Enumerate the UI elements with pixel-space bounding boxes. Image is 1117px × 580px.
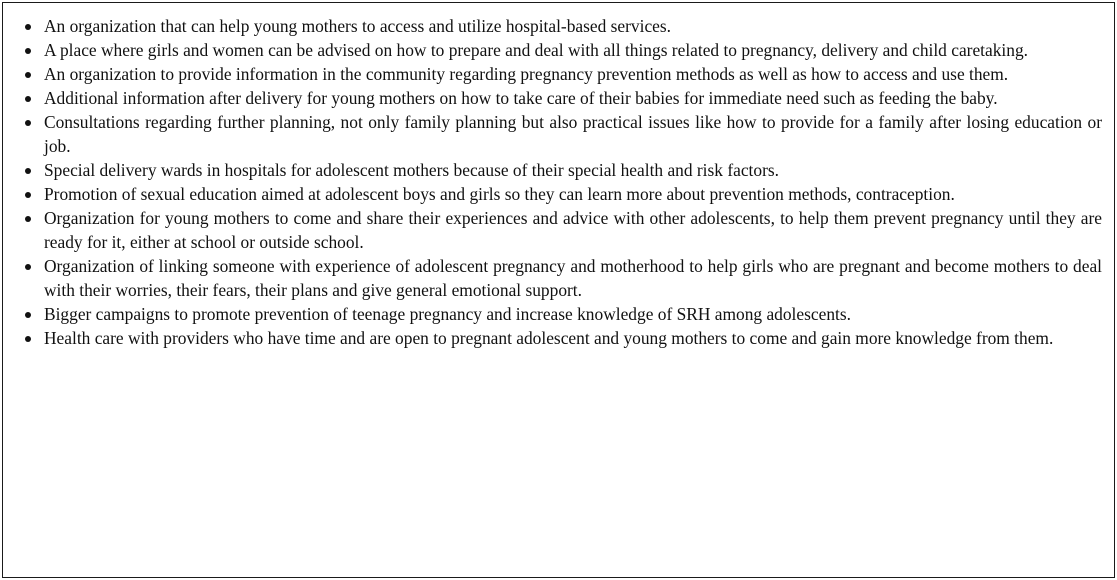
bullet-icon <box>25 72 31 78</box>
list-item <box>25 158 1102 182</box>
list-item-text: A place where girls and women can be advised on how to prepare and deal with all things related to pregnancy, delivery and child caretaking. <box>44 40 1028 60</box>
bullet-icon <box>25 48 31 54</box>
bullet-icon <box>25 216 31 222</box>
list-item-text: Additional information after delivery for young mothers on how to take care of their babies for immediate need such as feeding the baby. <box>44 88 998 108</box>
bullet-list <box>3 3 1114 350</box>
bullet-icon <box>25 120 31 126</box>
bullet-icon <box>25 192 31 198</box>
bullet-icon <box>25 96 31 102</box>
list-item <box>25 86 1102 110</box>
bullet-icon <box>25 312 31 318</box>
bullet-icon <box>25 336 31 342</box>
list-item-text: Organization for young mothers to come and share their experiences and advice with other adolescents, to help them prevent pregnancy until they are ready for it, either at school or outside school. <box>44 208 1102 252</box>
list-item <box>25 14 1102 38</box>
list-item-text: Consultations regarding further planning, not only family planning but also practical issues like how to provide for a family after losing education or job. <box>44 112 1102 156</box>
bullet-icon <box>25 264 31 270</box>
bullet-icon <box>25 168 31 174</box>
bordered-box <box>2 2 1115 578</box>
list-item-text: Promotion of sexual education aimed at adolescent boys and girls so they can learn more about prevention methods, contraception. <box>44 184 955 204</box>
list-item <box>25 206 1102 254</box>
list-item-text: An organization that can help young mothers to access and utilize hospital-based services. <box>44 16 672 36</box>
list-item <box>25 62 1102 86</box>
list-item <box>25 326 1102 350</box>
list-item-text: Organization of linking someone with experience of adolescent pregnancy and motherhood to help girls who are pregnant and become mothers to deal with their worries, their fears, their plans and give general emotional support. <box>44 256 1102 300</box>
list-item <box>25 254 1102 302</box>
bullet-icon <box>25 24 31 30</box>
list-item-text: Bigger campaigns to promote prevention of teenage pregnancy and increase knowledge of SRH among adolescents. <box>44 304 851 324</box>
list-item <box>25 182 1102 206</box>
list-item <box>25 110 1102 158</box>
list-item-text: An organization to provide information in the community regarding pregnancy prevention methods as well as how to access and use them. <box>44 64 1009 84</box>
list-item-text: Health care with providers who have time and are open to pregnant adolescent and young mothers to come and gain more knowledge from them. <box>44 328 1054 348</box>
list-item-text: Special delivery wards in hospitals for adolescent mothers because of their special health and risk factors. <box>44 160 779 180</box>
list-item <box>25 302 1102 326</box>
list-item <box>25 38 1102 62</box>
